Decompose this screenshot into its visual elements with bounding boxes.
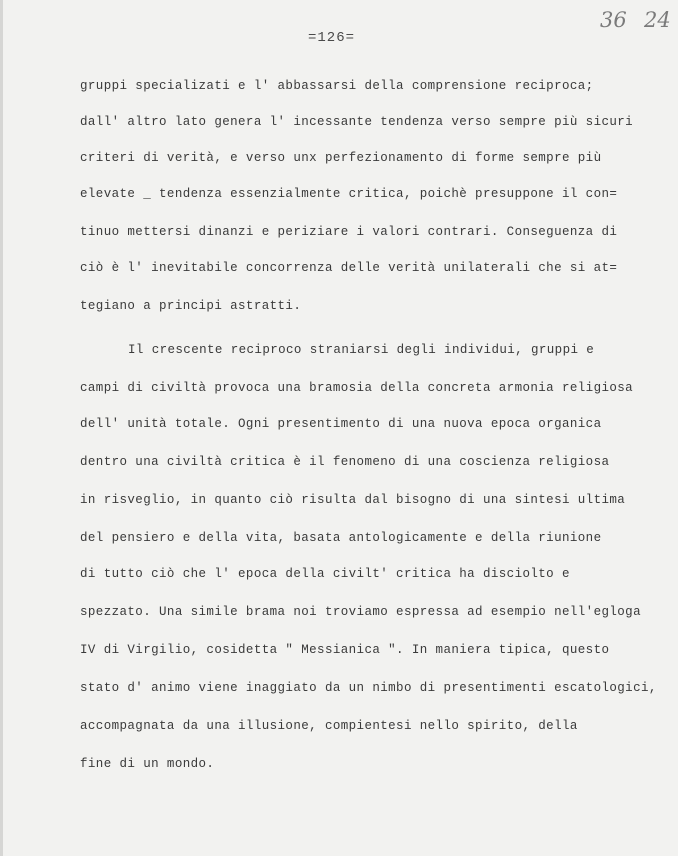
text-line: tegiano a principi astratti.	[80, 299, 302, 313]
text-line: dentro una civiltà critica è il fenomeno di una coscienza religiosa	[80, 455, 610, 469]
text-line: IV di Virgilio, cosidetta " Messianica ". In maniera tipica, questo	[80, 643, 610, 657]
archive-mark-ink: 24	[644, 8, 671, 32]
text-line: fine di un mondo.	[80, 757, 215, 771]
archive-mark-pencil: 36	[600, 8, 627, 32]
text-line: elevate _ tendenza essenzialmente critica, poichè presuppone il con=	[80, 187, 618, 201]
text-line: dell' unità totale. Ogni presentimento di una nuova epoca organica	[80, 417, 602, 431]
text-line: campi di civiltà provoca una bramosia della concreta armonia religiosa	[80, 381, 634, 395]
text-line: in risveglio, in quanto ciò risulta dal bisogno di una sintesi ultima	[80, 493, 626, 507]
text-line: gruppi specializati e l' abbassarsi della comprensione reciproca;	[80, 79, 594, 93]
text-line: ciò è l' inevitabile concorrenza delle verità unilaterali che si at=	[80, 261, 618, 275]
text-line: di tutto ciò che l' epoca della civilt' critica ha disciolto e	[80, 567, 570, 581]
page-number: =126=	[308, 30, 356, 46]
text-line: Il crescente reciproco straniarsi degli individui, gruppi e	[128, 343, 595, 357]
text-line: tinuo mettersi dinanzi e periziare i valori contrari. Conseguenza di	[80, 225, 618, 239]
text-line: criteri di verità, e verso unx perfezionamento di forme sempre più	[80, 151, 602, 165]
text-line: del pensiero e della vita, basata antologicamente e della riunione	[80, 531, 602, 545]
text-line: dall' altro lato genera l' incessante tendenza verso sempre più sicuri	[80, 115, 634, 129]
text-line: spezzato. Una simile brama noi troviamo espressa ad esempio nell'egloga	[80, 605, 641, 619]
text-line: stato d' animo viene inaggiato da un nimbo di presentimenti escatologici,	[80, 681, 657, 695]
text-line: accompagnata da una illusione, compientesi nello spirito, della	[80, 719, 578, 733]
